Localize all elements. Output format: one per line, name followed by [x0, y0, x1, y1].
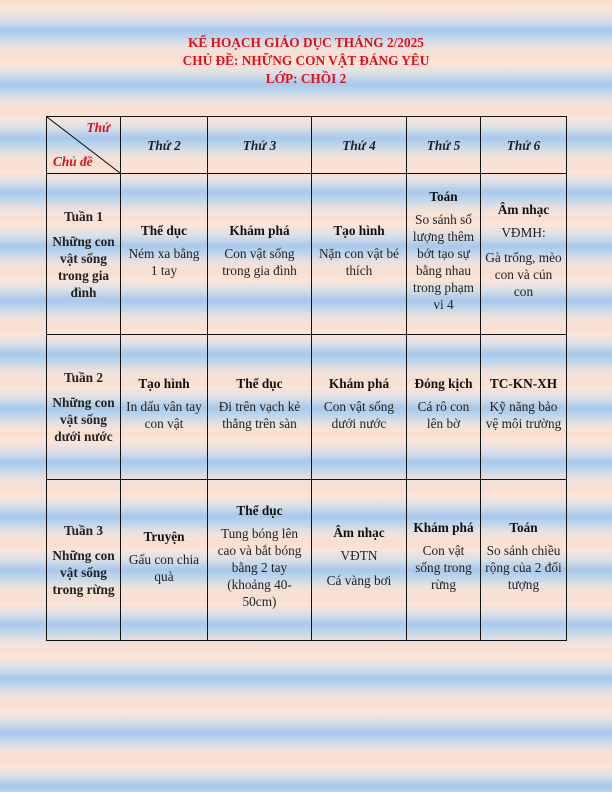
- activity-detail: In dấu vân tay con vật: [126, 398, 202, 431]
- header-row: [47, 117, 567, 174]
- week-topic: Những con vật sống trong gia đình: [52, 233, 115, 300]
- activity-cell: [208, 480, 312, 641]
- activity-detail: Tung bóng lên cao và bắt bóng bằng 2 tay (khoảng 40-50cm): [217, 526, 302, 609]
- activity-name: TC-KN-XH: [489, 375, 558, 391]
- activity-cell: [208, 174, 312, 335]
- week-cell: [47, 335, 121, 480]
- activity-name: Toán: [509, 520, 538, 535]
- corner-top-label: Thứ: [86, 120, 110, 135]
- activity-detail: VĐMH:: [501, 224, 546, 240]
- activity-name: Âm nhạc: [497, 201, 550, 217]
- week-label: Tuần 3: [63, 523, 104, 538]
- activity-name: Âm nhạc: [333, 524, 385, 540]
- activity-detail: Con vật sống trong gia đình: [222, 245, 297, 278]
- week-row: [47, 335, 567, 480]
- activity-detail: Gà trống, mèo con và cún con: [485, 249, 562, 299]
- activity-name: Khám phá: [328, 375, 390, 391]
- activity-cell: [481, 174, 567, 335]
- activity-cell: [312, 174, 407, 335]
- activity-name: Khám phá: [413, 520, 474, 535]
- plan-table: [46, 116, 567, 641]
- activity-detail: Gấu con chia quà: [128, 551, 200, 584]
- activity-name: Thể dục: [140, 222, 188, 238]
- activity-cell: [407, 480, 481, 641]
- corner-cell: [47, 117, 121, 174]
- activity-cell: [481, 335, 567, 480]
- activity-detail: Nặn con vật bé thích: [318, 245, 400, 278]
- activity-detail: Đi trên vạch kẻ thẳng trên sàn: [218, 398, 301, 431]
- activity-detail: Con vật sống dưới nước: [323, 398, 395, 431]
- title-line: LỚP: CHỒI 2: [265, 71, 347, 86]
- activity-cell: [121, 480, 208, 641]
- day-header: Thứ 6: [481, 117, 567, 174]
- activity-cell: [407, 174, 481, 335]
- activity-detail: Cá rô con lên bờ: [417, 398, 470, 431]
- activity-name: Truyện: [143, 528, 185, 544]
- corner-bottom-label: Chủ đề: [53, 154, 93, 169]
- activity-name: Tạo hình: [138, 375, 190, 391]
- activity-name: Tạo hình: [333, 222, 385, 238]
- title-line: KẾ HOẠCH GIÁO DỤC THÁNG 2/2025: [188, 35, 424, 50]
- activity-detail: VĐTN: [340, 547, 378, 563]
- day-header: Thứ 3: [208, 117, 312, 174]
- week-cell: [47, 174, 121, 335]
- activity-name: Thể dục: [236, 375, 283, 391]
- document-title: [0, 34, 612, 88]
- activity-detail: Ném xa bằng 1 tay: [128, 245, 200, 278]
- week-cell: [47, 480, 121, 641]
- week-row: [47, 174, 567, 335]
- activity-cell: [121, 174, 208, 335]
- activity-cell: [312, 480, 407, 641]
- week-topic: Những con vật sống trong rừng: [52, 548, 115, 597]
- activity-name: Khám phá: [229, 222, 290, 238]
- day-header: Thứ 4: [312, 117, 407, 174]
- activity-cell: [121, 335, 208, 480]
- activity-cell: [407, 335, 481, 480]
- week-topic: Những con vật sống dưới nước: [52, 395, 115, 444]
- activity-name: Đóng kịch: [414, 375, 473, 391]
- activity-detail: So sánh số lượng thêm bớt tạo sự bằng nhau trong phạm vi 4: [412, 211, 475, 312]
- week-label: Tuần 1: [63, 208, 104, 224]
- week-label: Tuần 2: [63, 370, 104, 385]
- activity-name: Thể dục: [236, 503, 283, 518]
- activity-detail: Cá vàng bơi: [326, 572, 392, 588]
- title-line: CHỦ ĐỀ: NHỮNG CON VẬT ĐÁNG YÊU: [182, 53, 430, 68]
- activity-name: Toán: [429, 188, 458, 204]
- day-header: Thứ 2: [121, 117, 208, 174]
- activity-detail: Con vật sống trong rừng: [415, 543, 472, 592]
- week-row: [47, 480, 567, 641]
- activity-cell: [208, 335, 312, 480]
- activity-detail: Kỹ năng bảo vệ môi trường: [485, 398, 562, 431]
- activity-cell: [481, 480, 567, 641]
- day-header: Thứ 5: [407, 117, 481, 174]
- activity-detail: So sánh chiều rộng của 2 đối tượng: [485, 543, 562, 592]
- activity-cell: [312, 335, 407, 480]
